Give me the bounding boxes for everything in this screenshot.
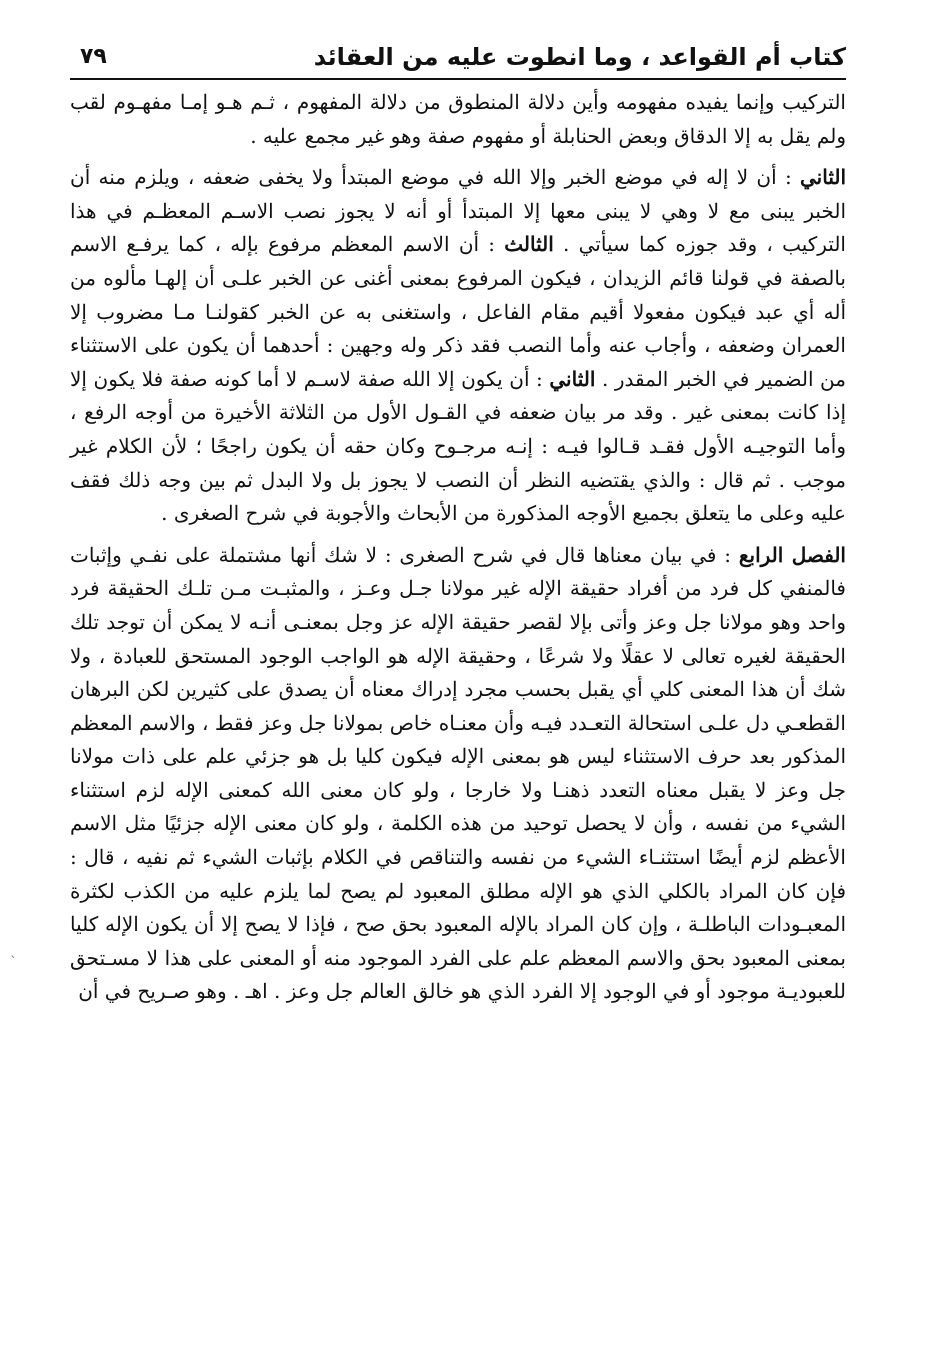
header-divider xyxy=(70,78,846,80)
paragraph-2-text-third: : أن الاسم المعظم مرفوع بإله ، كما يرفـع الاسم بالصفة في قولنا قائم الزيدان ، فيكون المرفوع بمعنى أغنى عن الخبر علـى أن إلهـا مألوه من أله أي عبد فيكون مفعولا أقيم مقام الفاعل ، واستغنى به عن الخبر كقولنـا مـا مضروب إلا العمران وضعفه ، وأجاب عنه وأما النصب فقد ذكر وله وجهين : أحدهما أن يكون على الاستثناء من الضمير في الخبر المقدر . xyxy=(70,232,846,391)
paragraph-2 xyxy=(70,161,846,531)
running-title: كتاب أم القواعد ، وما انطوت عليه من العقائد xyxy=(313,43,846,71)
margin-mark: ` xyxy=(10,955,17,971)
paragraph-3-text: : في بيان معناها قال في شرح الصغرى : لا شك أنها مشتملة على نفـي وإثبات فالمنفي كل فرد من أفراد حقيقة الإله غير مولانا جـل وعـز ، والمثبـت مـن تلـك الحقيقة فرد واحد وهو مولانا جل وعز وأتى بإلا لقصر حقيقة الإله عز وجل بمعنـى أنـه لا يمكن أن توجد تلك الحقيقة لغيره تعالى لا عقلًا ولا شرعًا ، وحقيقة الإله هو الواجب الوجود المستحق للعبادة ، ولا شك أن هذا المعنى كلي أي يقبل بحسب مجرد إدراك معناه أن يصدق على كثيرين لكن البرهان القطعـي دل علـى استحالة التعـدد فيـه وأن معنـاه خاص بمولانا جل وعز فقط ، والاسم المعظم المذكور بعد حرف الاستثناء ليس هو بمعنى الإله فيكون كليا بل هو جزئي علم على ذات مولانا جل وعز لا يقبل معناه التعدد ذهنـا ولا خارجا ، ولو كان معنى الله كمعنى الإله لزم استثناء الشيء من نفسه ، وأن لا يحصل توحيد من هذه الكلمة ، ولو كان معنى الإله جزئيًا مثل الاسم الأعظم لزم أيضًا استثنـاء الشيء من نفسه والتناقص في الكلام بإثبات الشيء ثم نفيه ، قال : فإن كان المراد بالكلي الذي هو الإله مطلق المعبود لم يصح لما يلزم عليه من الكذب لكثرة المعبـودات الباطلـة ، وإن كان المراد بالإله المعبود بحق صح ، فإذا لا يصح إلا أن يكون الإله كليا بمعنى المعبود بحق والاسم المعظم علم على الفرد الموجود منه أو المعنى على هذا لا مسـتحق للعبوديـة موجود أو في الوجود إلا الفرد الذي هو خالق العالم جل وعز . اهـ . وهو صـريح في أن xyxy=(70,542,846,1004)
paragraph-2-heading: الثاني xyxy=(799,165,846,190)
paragraph-1-text: التركيب وإنما يفيده مفهومه وأين دلالة المنطوق من دلالة المفهوم ، ثـم هـو إمـا مفهـوم لقب ولم يقل به إلا الدقاق وبعض الحنابلة أو مفهوم صفة وهو غير مجمع عليه . xyxy=(70,90,846,148)
paragraph-2-text: : أن لا إله في موضع الخبر وإلا الله في موضع المبتدأ ولا يخفى ضعفه ، ويلزم منه أن الخبر يبنى مع لا وهي لا يبنى معها إلا المبتدأ أو أنه لا يجوز نصب الاسـم المعظـم في هذا التركيب ، وقد جوزه كما سيأتي . xyxy=(70,165,846,257)
page-header xyxy=(70,28,846,78)
paragraph-2-text-second: : أن يكون إلا الله صفة لاسـم لا أما كونه صفة فلا يكون إلا إذا كانت بمعنى غير . وقد مر بيان ضعفه في القـول الأول من الثلاثة الأخيرة من أوجه الرفع ، وأما التوجيـه الأول فقـد قـالوا فيـه : إنـه مرجـوح وكان حقه أن يكون راجحًا ؛ لأن الكلام غير موجب . ثم قال : والذي يقتضيه النظر أن النصب لا يجوز بل ولا البدل ثم بين وجه ذلك فقف عليه وعلى ما يتعلق بجميع الأوجه المذكورة من الأبحاث والأجوبة في شرح الصغرى . xyxy=(70,366,846,526)
page-number: ٧٩ xyxy=(80,44,107,69)
paragraph-3-heading: الفصل الرابع xyxy=(738,542,846,567)
paragraph-2-subheading-second: الثاني xyxy=(549,366,596,391)
paragraph-1 xyxy=(70,86,846,153)
paragraph-3 xyxy=(70,539,846,1009)
paragraph-2-subheading-third: الثالث xyxy=(504,232,554,257)
book-page xyxy=(70,28,846,1328)
